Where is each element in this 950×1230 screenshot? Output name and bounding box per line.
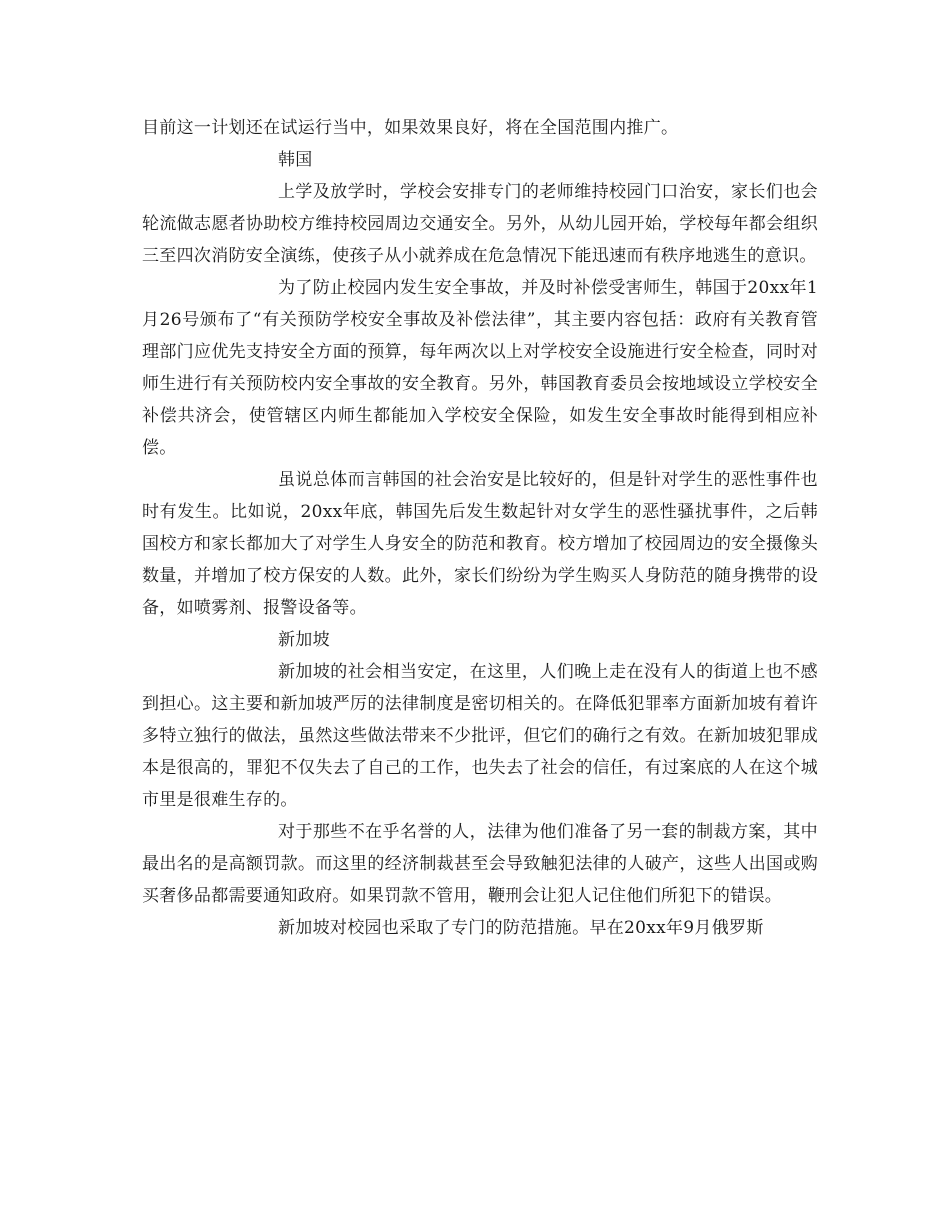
paragraph-singapore-fines: 对于那些不在乎名誉的人，法律为他们准备了另一套的制裁方案，其中最出名的是高额罚款。而这里的经济制裁甚至会导致触犯法律的人破产，这些人出国或购买奢侈品都需要通知政府。如果罚款不管用，鞭刑会让犯人记住他们所犯下的错误。 (142, 822, 818, 906)
paragraph-korea-incidents: 虽说总体而言韩国的社会治安是比较好的，但是针对学生的恶性事件也时有发生。比如说，20xx年底，韩国先后发生数起针对女学生的恶性骚扰事件，之后韩国校方和家长都加大了对学生人身安全的防范和教育。校方增加了校园周边的安全摄像头数量，并增加了校方保安的人数。此外，家长们纷纷为学生购买人身防范的随身携带的设备，如喷雾剂、报警设备等。 (142, 470, 818, 618)
paragraph-continuation: 目前这一计划还在试运行当中，如果效果良好，将在全国范围内推广。 (142, 118, 679, 138)
section-heading-singapore: 新加坡 (278, 630, 330, 650)
paragraph-singapore-law: 新加坡的社会相当安定，在这里，人们晚上走在没有人的街道上也不感到担心。这主要和新加坡严厉的法律制度是密切相关的。在降低犯罪率方面新加坡有着许多特立独行的做法，虽然这些做法带来不少批评，但它们的确行之有效。在新加坡犯罪成本是很高的，罪犯不仅失去了自己的工作，也失去了社会的信任，有过案底的人在这个城市里是很难生存的。 (142, 662, 818, 810)
paragraph-singapore-campus: 新加坡对校园也采取了专门的防范措施。早在20xx年9月俄罗斯 (278, 918, 764, 938)
document-body (142, 112, 818, 944)
paragraph-korea-safety-law: 为了防止校园内发生安全事故，并及时补偿受害师生，韩国于20xx年1月26号颁布了“有关预防学校安全事故及补偿法律”，其主要内容包括：政府有关教育管理部门应优先支持安全方面的预算，每年两次以上对学校安全设施进行安全检查，同时对师生进行有关预防校内安全事故的安全教育。另外，韩国教育委员会按地域设立学校安全补偿共济会，使管辖区内师生都能加入学校安全保险，如发生安全事故时能得到相应补偿。 (142, 278, 818, 458)
section-heading-korea: 韩国 (278, 150, 313, 170)
paragraph-korea-school-safety: 上学及放学时，学校会安排专门的老师维持校园门口治安，家长们也会轮流做志愿者协助校方维持校园周边交通安全。另外，从幼儿园开始，学校每年都会组织三至四次消防安全演练，使孩子从小就养成在危急情况下能迅速而有秩序地逃生的意识。 (142, 182, 818, 266)
